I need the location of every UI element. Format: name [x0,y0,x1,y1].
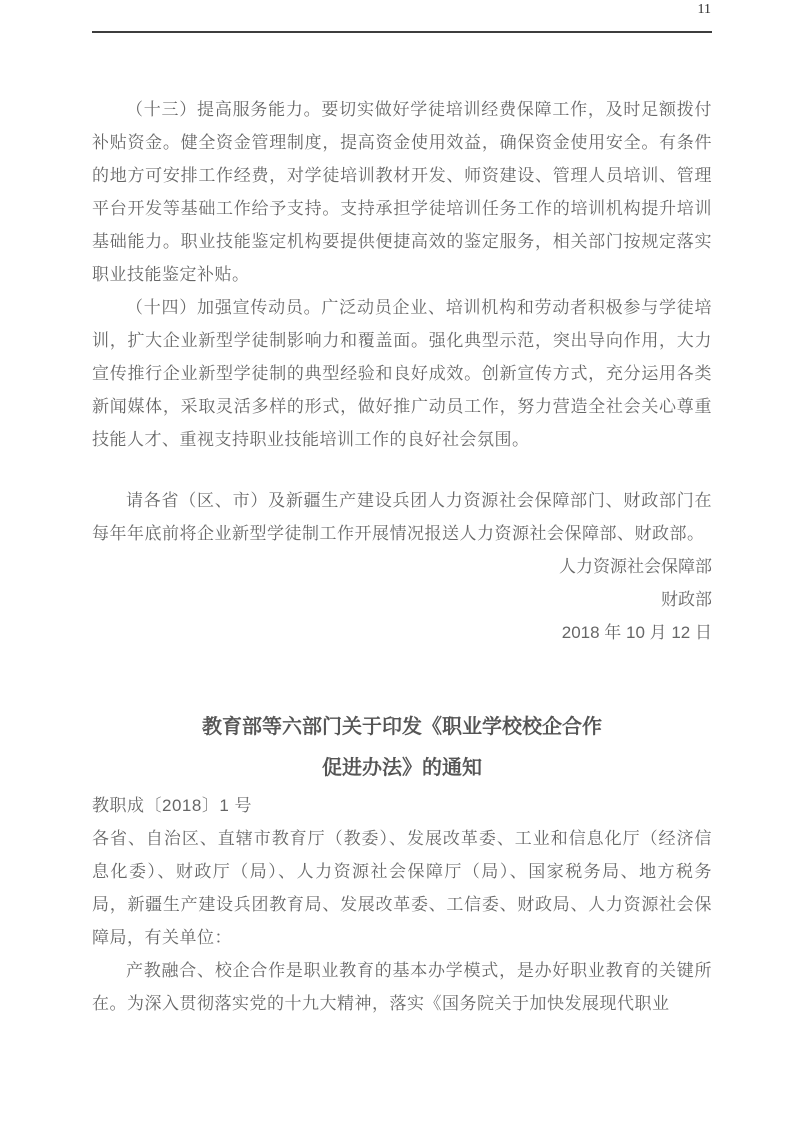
paragraph-reporting-request: 请各省（区、市）及新疆生产建设兵团人力资源社会保障部门、财政部门在每年年底前将企业新型学徒制工作开展情况报送人力资源社会保障部、财政部。 [92,491,712,543]
page-content [92,93,712,1020]
paragraph-item-14: （十四）加强宣传动员。广泛动员企业、培训机构和劳动者积极参与学徒培训，扩大企业新型学徒制影响力和覆盖面。强化典型示范，突出导向作用，大力宣传推行企业新型学徒制的典型经验和良好成效。创新宣传方式，充分运用各类新闻媒体，采取灵活多样的形式，做好推广动员工作，努力营造全社会关心尊重技能人才、重视支持职业技能培训工作的良好社会氛围。 [92,298,712,449]
signature-org-mohrss: 人力资源社会保障部 [559,557,712,576]
signature-block [92,550,712,649]
paragraph-opening: 产教融合、校企合作是职业教育的基本办学模式，是办好职业教育的关键所在。为深入贯彻落实党的十九大精神，落实《国务院关于加快发展现代职业 [92,961,712,1013]
document-number: 教职成〔2018〕1 号 [92,796,252,815]
signature-org-mof: 财政部 [661,590,712,609]
paragraph-addressees: 各省、自治区、直辖市教育厅（教委）、发展改革委、工业和信息化厅（经济信息化委）、财政厅（局）、人力资源社会保障厅（局）、国家税务局、地方税务局，新疆生产建设兵团教育局、发展改革委、工信委、财政局、人力资源社会保障局，有关单位： [92,829,712,947]
document-title-line-2: 促进办法》的通知 [322,757,482,779]
page-number: 11 [697,2,711,17]
document-title [92,707,712,789]
header-rule [92,31,712,33]
document-title-line-1: 教育部等六部门关于印发《职业学校校企合作 [202,716,602,738]
signature-date: 2018 年 10 月 12 日 [561,623,712,642]
paragraph-item-13: （十三）提高服务能力。要切实做好学徒培训经费保障工作，及时足额拨付补贴资金。健全资金管理制度，提高资金使用效益，确保资金使用安全。有条件的地方可安排工作经费，对学徒培训教材开发、师资建设、管理人员培训、管理平台开发等基础工作给予支持。支持承担学徒培训任务工作的培训机构提升培训基础能力。职业技能鉴定机构要提供便捷高效的鉴定服务，相关部门按规定落实职业技能鉴定补贴。 [92,100,712,284]
